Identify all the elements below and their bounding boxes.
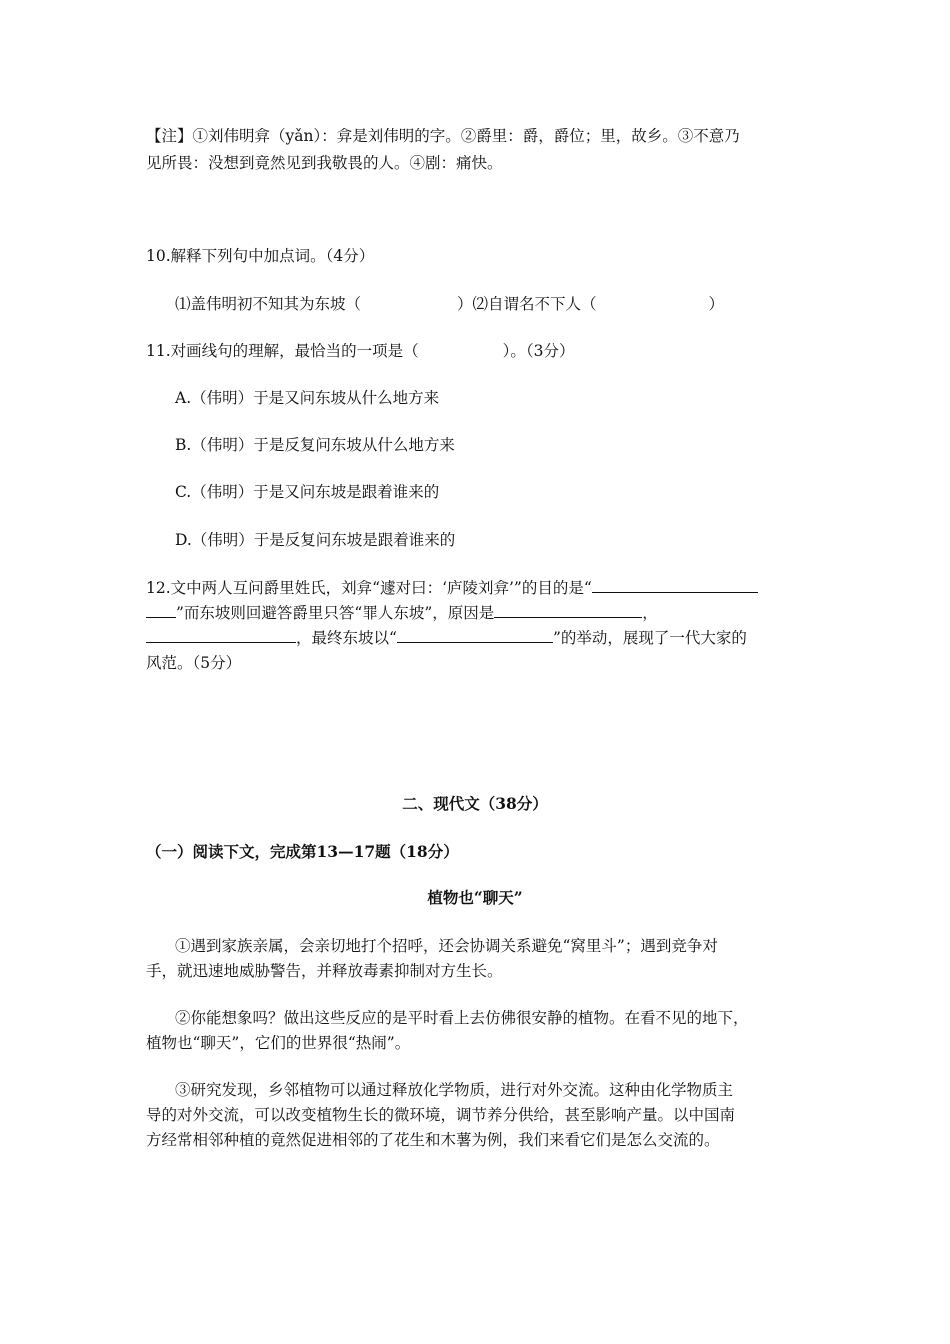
option-b: B.（伟明）于是反复问东坡从什么地方来 (175, 436, 455, 454)
question-10-part-1: ⑴盖伟明初不知其为东坡（ (175, 295, 362, 313)
question-12-line-2 (146, 601, 658, 625)
question-12-text-2b: ， (642, 604, 658, 622)
question-12-line-1 (146, 576, 758, 600)
question-12-text-3a: ，最终东坡以“ (296, 629, 397, 647)
paragraph-1-line-1: ①遇到家族亲属，会亲切地打个招呼，还会协调关系避免“窝里斗”；遇到竞争对 (175, 937, 718, 955)
article-title: 植物也“聊天” (427, 888, 523, 907)
answer-blank-12-1 (592, 576, 758, 593)
question-12-text-3b: ”的举动，展现了一代大家的 (552, 629, 747, 647)
question-10-stem: 10.解释下列句中加点词。（4分） (146, 247, 375, 265)
option-a: A.（伟明）于是又问东坡从什么地方来 (175, 389, 440, 407)
option-d: D.（伟明）于是反复问东坡是跟着谁来的 (175, 531, 456, 549)
note-line-2: 见所畏：没想到竟然见到我敬畏的人。④剧：痛快。 (146, 154, 503, 172)
paragraph-3-line-2: 导的对外交流，可以改变植物生长的微环境，调节养分供给，甚至影响产量。以中国南 (146, 1106, 736, 1124)
paragraph-3-line-3: 方经常相邻种植的竟然促进相邻的了花生和木薯为例，我们来看它们是怎么交流的。 (146, 1131, 720, 1149)
question-12-text-2a: ”而东坡则回避答爵里只答“罪人东坡”，原因是 (176, 604, 495, 622)
answer-blank-12-1-cont (146, 601, 176, 618)
question-12-line-4: 风范。（5分） (146, 654, 242, 672)
question-10-parts (175, 292, 724, 316)
question-10-part-2: ⑵自谓名不下人（ (472, 295, 597, 313)
question-10-part-2-close: ） (708, 295, 725, 313)
question-10-part-1-close: ） (457, 295, 473, 313)
question-11-stem-b: ）。（3分） (502, 342, 575, 360)
answer-blank-12-3 (146, 626, 296, 643)
paragraph-3-line-1: ③研究发现，乡邻植物可以通过释放化学物质，进行对外交流。这种由化学物质主 (175, 1081, 734, 1099)
answer-blank-12-2 (494, 601, 642, 618)
paragraph-1-line-2: 手，就迅速地威胁警告，并释放毒素抑制对方生长。 (146, 962, 503, 980)
note-line-1: 【注】①刘伟明弇（yǎn）：弇是刘伟明的字。②爵里：爵，爵位；里，故乡。③不意乃 (146, 127, 740, 145)
question-11-stem-a: 11.对画线句的理解，最恰当的一项是（ (146, 342, 419, 360)
option-c: C.（伟明）于是又问东坡是跟着谁来的 (175, 483, 440, 501)
section-subheading: （一）阅读下文，完成第13—17题（18分） (146, 842, 459, 861)
section-heading: 二、现代文（38分） (402, 794, 548, 813)
paragraph-2-line-2: 植物也“聊天”，它们的世界很“热闹”。 (146, 1034, 411, 1052)
paragraph-2-line-1: ②你能想象吗？做出这些反应的是平时看上去仿佛很安静的植物。在看不见的地下， (175, 1009, 749, 1027)
question-12-line-3 (146, 626, 747, 650)
question-11-stem (146, 339, 575, 363)
question-12-text-1: 12.文中两人互问爵里姓氏，刘弇“遽对曰：‘庐陵刘弇’”的目的是“ (146, 579, 592, 597)
answer-blank-12-4 (397, 626, 553, 643)
